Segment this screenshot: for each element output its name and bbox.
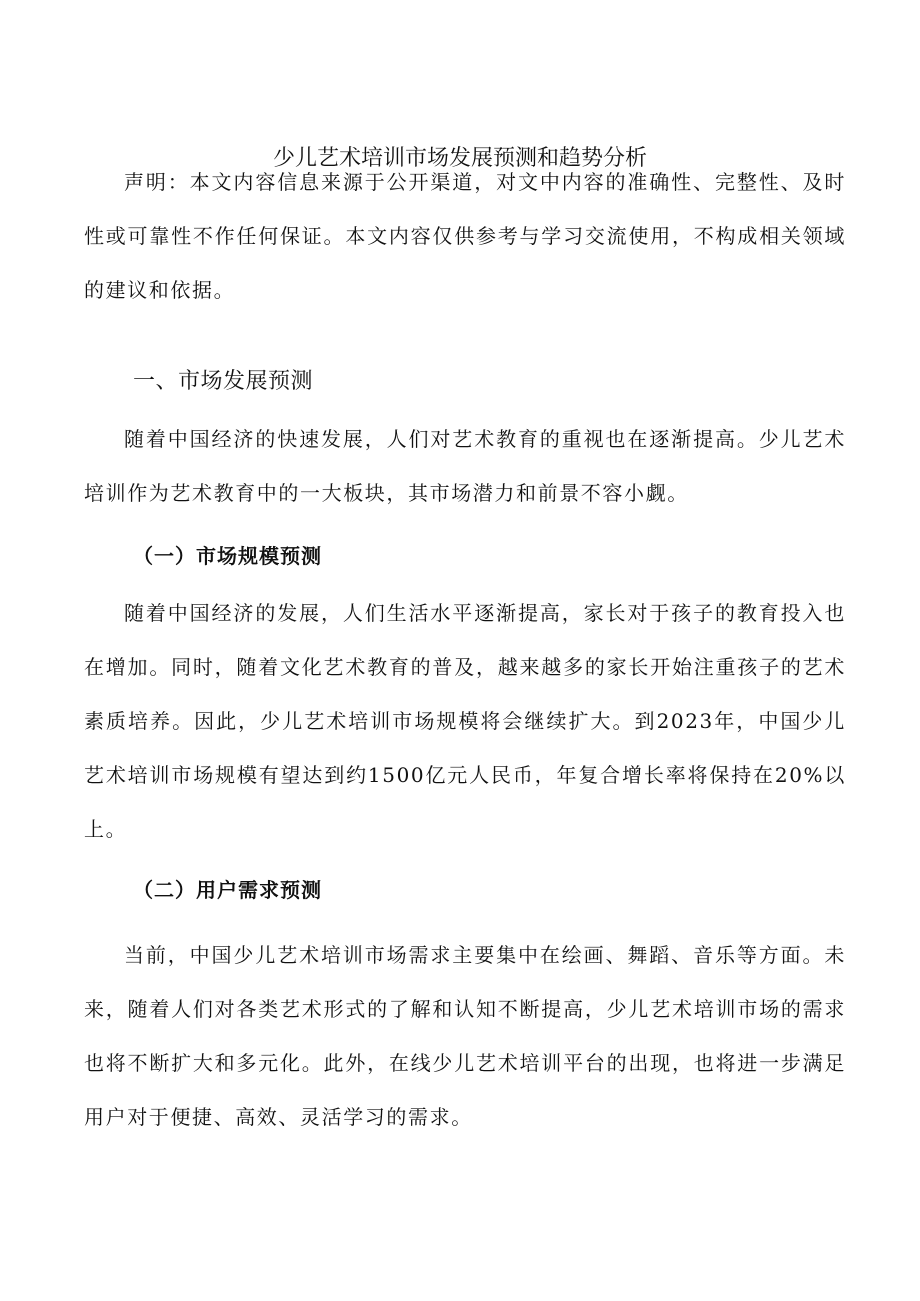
market-size-paragraph: 随着中国经济的发展，人们生活水平逐渐提高，家长对于孩子的教育投入也在增加。同时，随着文化艺术教育的普及，越来越多的家长开始注重孩子的艺术素质培养。因此，少儿艺术培训市场规模将会继续扩大。到2023年，中国少儿艺术培训市场规模有望达到约1500亿元人民币，年复合增长率将保持在20%以上。 [84,601,846,841]
document-title: 少儿艺术培训市场发展预测和趋势分析 [272,145,647,171]
subheading-market-size: （一）市场规模预测 [133,544,322,568]
disclaimer-paragraph: 声明：本文内容信息来源于公开渠道，对文中内容的准确性、完整性、及时性或可靠性不作任何保证。本文内容仅供参考与学习交流使用，不构成相关领域的建议和依据。 [84,170,846,302]
subheading-user-demand: （二）用户需求预测 [133,878,322,902]
user-demand-paragraph: 当前，中国少儿艺术培训市场需求主要集中在绘画、舞蹈、音乐等方面。未来，随着人们对各类艺术形式的了解和认知不断提高，少儿艺术培训市场的需求也将不断扩大和多元化。此外，在线少儿艺术培训平台的出现，也将进一步满足用户对于便捷、高效、灵活学习的需求。 [84,943,846,1129]
section-heading-market-forecast: 一、市场发展预测 [133,369,314,394]
section-intro-paragraph: 随着中国经济的快速发展，人们对艺术教育的重视也在逐渐提高。少儿艺术培训作为艺术教育中的一大板块，其市场潜力和前景不容小觑。 [84,427,846,505]
